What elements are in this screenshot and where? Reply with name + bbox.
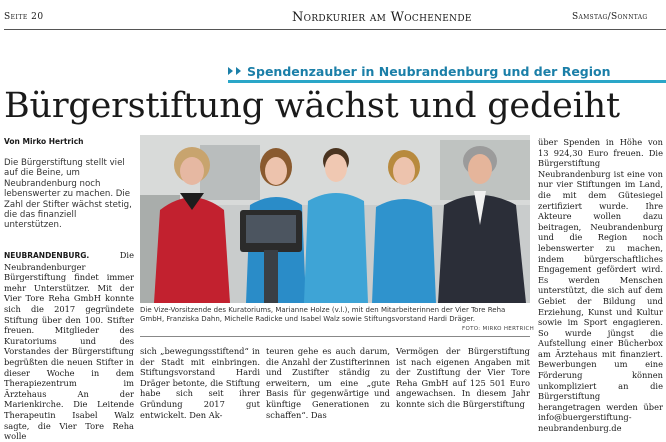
article-intro: Die Bürgerstiftung stellt viel auf die Beine, um Neubrandenburg noch lebenswerter zu machen. Die Zahl der Stifter wächst stetig, die das finanziell unterstützen. (4, 158, 132, 231)
body-column-3: teuren gehe es auch darum, die Anzahl der Zustifterinnen und Zustifter ständig zu erweitern, um eine „gute Basis für gegenwärtige und künftige Generationen zu schaffen“. Das (266, 346, 390, 420)
masthead-rule (4, 29, 666, 30)
caption-rule (140, 336, 530, 337)
body-column-4: Vermögen der Bürgerstiftung ist nach eigenen Angaben mit der Zustiftung der Vier Tore Reha GmbH auf 125 501 Euro angewachsen. In diesem Jahr konnte sich die Bürgerstiftung (396, 346, 530, 409)
issue-date: Samstag/Sonntag (572, 12, 648, 22)
article-photo (140, 135, 530, 303)
newspaper-name: Nordkurier am Wochenende (292, 10, 472, 25)
section-banner-text: Spendenzauber in Neubrandenburg und der Region (247, 64, 611, 79)
photo-credit: FOTO: MIRKO HERTRICH (462, 326, 535, 332)
page-number: Seite 20 (4, 12, 44, 22)
section-rule (228, 80, 666, 83)
arrow-icon (228, 67, 233, 75)
masthead (0, 10, 666, 26)
body-text-1: Die Neubrandenburger Bürgerstiftung findet immer mehr Unterstützer. Mit der Vier Tore Reha GmbH konnte sich die 2017 gegründete Stiftung über den 100. Stifter freuen. Mitglieder des Kuratoriums und des Vorstandes der Bürgerstiftung begrüßten die neuen Stifter in dieser Woche in dem Therapiezentrum im Ärztehaus An der Marienkirche. Die Leitende Therapeutin Isabel Walz sagte, die Vier Tore Reha wolle (4, 250, 134, 442)
photo-caption: Die Vize-Vorsitzende des Kuratoriums, Marianne Holze (v.l.), mit den Mitarbeiterinnen der Vier Tore Reha GmbH, Franziska Dahn, Michelle Radicke und Isabel Walz sowie Stiftungsvorstand Hardi Dräger. (140, 306, 506, 323)
body-column-5: über Spenden in Höhe von 13 924,30 Euro freuen. Die Bürgerstiftung Neubrandenburg ist eine von nur vier Stiftungen im Land, die mit dem Gütesiegel zertifiziert wurde. Ihre Akteure wollen dazu beitragen, Neubrandenburg und die Region noch lebenswerter zu machen, indem bürgerschaftliches Engagement gefördert wird. Es werden Menschen unterstützt, die sich auf dem Gebiet der Bildung und Erziehung, Kunst und Kultur sowie im Sport engagieren. So wurde jüngst die Aufstellung einer Bücherbox am Ärztehaus mit finanziert. Bewerbungen um eine Förderung können unkompliziert an die Bürgerstiftung herangetragen werden über info@buergerstiftung-neubrandenburg.de (538, 137, 663, 434)
article-headline: Bürgerstiftung wächst und gedeiht (4, 86, 620, 126)
section-banner (228, 64, 611, 79)
arrow-icon (236, 67, 241, 75)
byline: Von Mirko Hertrich (4, 137, 84, 146)
dateline: NEUBRANDENBURG. (4, 251, 90, 260)
body-column-2: sich „bewegungsstiftend“ in der Stadt mit einbringen. Stiftungsvorstand Hardi Dräger betonte, die Stiftung habe sich seit ihrer Gründung 2017 gut entwickelt. Den Ak- (140, 346, 260, 420)
body-column-1 (4, 250, 134, 442)
group-photo-image (140, 135, 530, 303)
